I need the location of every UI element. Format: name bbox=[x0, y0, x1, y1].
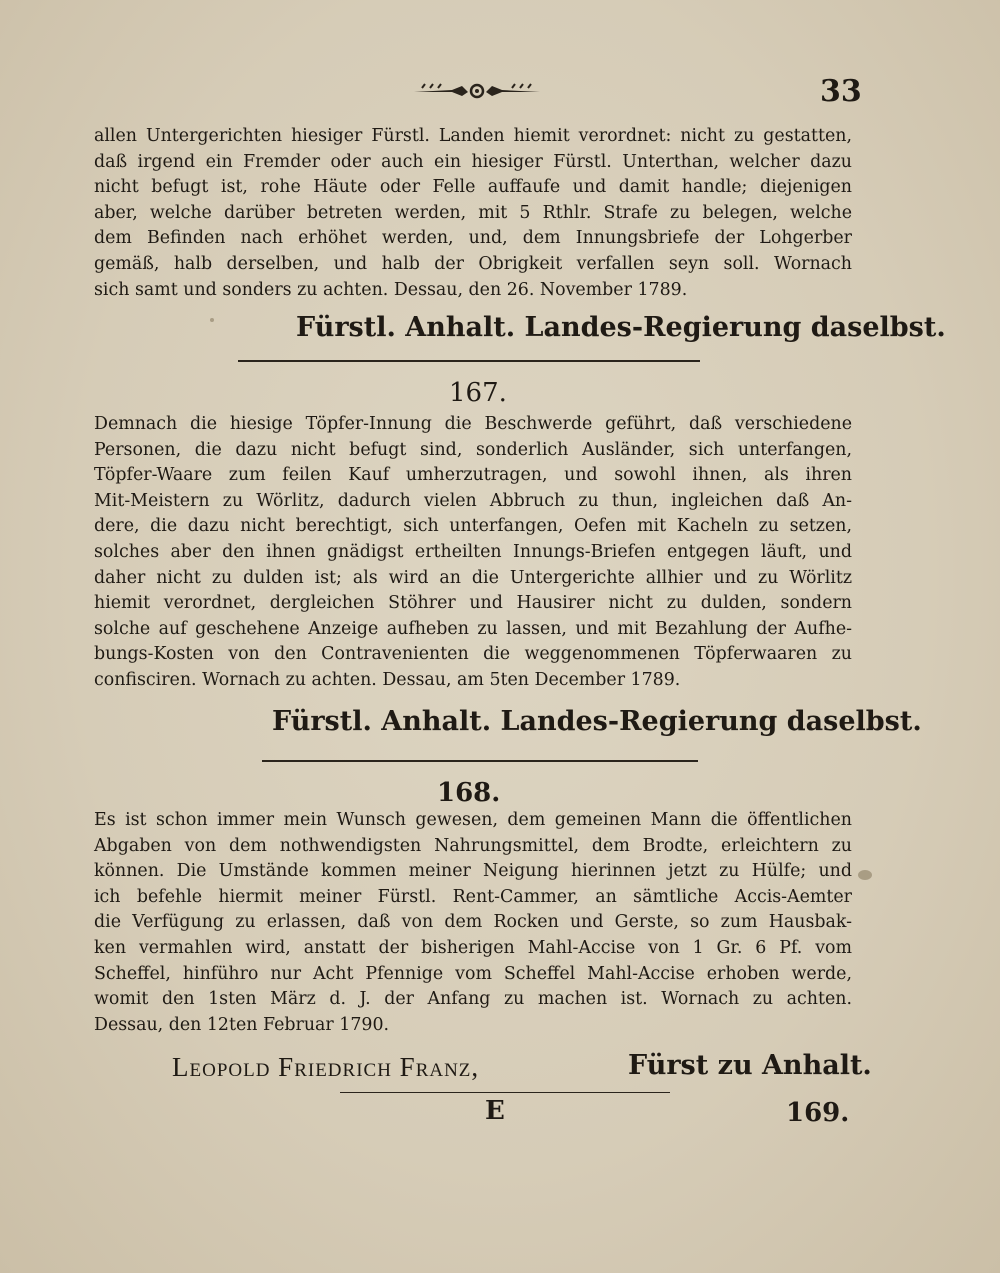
text-line: können. Die Umstände kommen meiner Neigung hierinnen jetzt zu Hülfe; und bbox=[94, 861, 852, 882]
text-line: Demnach die hiesige Töpfer-Innung die Beschwerde geführt, daß verschiedene bbox=[94, 414, 852, 434]
signature-government: Fürstl. Anhalt. Landes-Regierung daselbst. bbox=[296, 312, 946, 343]
text-line: hiemit verordnet, dergleichen Stöhrer und Hausirer nicht zu dulden, sondern bbox=[94, 593, 852, 614]
divider bbox=[340, 1092, 670, 1093]
text-line: ich befehle hiermit meiner Fürstl. Rent-Cammer, an sämtliche Accis-Aemter bbox=[94, 886, 852, 907]
text-line: Mit-Meistern zu Wörlitz, dadurch vielen Abbruch zu thun, ingleichen daß An- bbox=[94, 490, 852, 511]
section-3-text bbox=[94, 808, 852, 1038]
text-line: womit den 1sten März d. J. der Anfang zu machen ist. Wornach zu achten. bbox=[94, 989, 852, 1010]
text-line: allen Untergerichten hiesiger Fürstl. Landen hiemit verordnet: nicht zu gestatten, bbox=[94, 126, 852, 146]
text-line: sich samt und sonders zu achten. Dessau, den 26. November 1789. bbox=[94, 279, 688, 300]
text-line: gemäß, halb derselben, und halb der Obrigkeit verfallen seyn soll. Wornach bbox=[94, 253, 852, 274]
text-line: ken vermahlen wird, anstatt der bisherigen Mahl-Accise von 1 Gr. 6 Pf. vom bbox=[94, 937, 852, 958]
header-ornament bbox=[412, 80, 542, 100]
text-line: die Verfügung zu erlassen, daß von dem Rocken und Gerste, so zum Hausbak- bbox=[94, 912, 852, 933]
text-line: Dessau, den 12ten Februar 1790. bbox=[94, 1014, 390, 1035]
text-line: nicht befugt ist, rohe Häute oder Felle auffaufe und damit handle; diejenigen bbox=[94, 177, 852, 198]
paper-stain bbox=[858, 870, 872, 880]
text-line: confisciren. Wornach zu achten. Dessau, am 5ten December 1789. bbox=[94, 669, 681, 690]
catchword: 169. bbox=[786, 1098, 850, 1128]
signature-government: Fürstl. Anhalt. Landes-Regierung daselbst. bbox=[272, 706, 922, 737]
text-line: Töpfer-Waare zum feilen Kauf umherzutragen, und sowohl ihnen, als ihren bbox=[94, 465, 852, 486]
signature-prince-name: Leopold Friedrich Franz, bbox=[172, 1052, 480, 1082]
text-line: solches aber den ihnen gnädigst ertheilten Innungs-Briefen entgegen läuft, und bbox=[94, 541, 852, 562]
text-line: daher nicht zu dulden ist; als wird an die Untergerichte allhier und zu Wörlitz bbox=[94, 567, 852, 588]
signature-prince-title: Fürst zu Anhalt. bbox=[628, 1050, 872, 1081]
divider bbox=[262, 760, 698, 762]
section-number: 168. bbox=[437, 778, 501, 808]
text-line: solche auf geschehene Anzeige aufheben zu lassen, und mit Bezahlung der Aufhe- bbox=[94, 618, 852, 639]
text-line: aber, welche darüber betreten werden, mit 5 Rthlr. Strafe zu belegen, welche bbox=[94, 202, 852, 223]
text-line: dere, die dazu nicht berechtigt, sich unterfangen, Oefen mit Kacheln zu setzen, bbox=[94, 516, 852, 537]
text-line: dem Befinden nach erhöhet werden, und, dem Innungsbriefe der Lohgerber bbox=[94, 228, 852, 249]
text-line: bungs-Kosten von den Contravenienten die weggenommenen Töpferwaaren zu bbox=[94, 644, 852, 665]
text-line: daß irgend ein Fremder oder auch ein hiesiger Fürstl. Unterthan, welcher dazu bbox=[94, 151, 852, 172]
text-line: Es ist schon immer mein Wunsch gewesen, dem gemeinen Mann die öffentlichen bbox=[94, 810, 852, 830]
section-2-text bbox=[94, 412, 852, 694]
text-line: Scheffel, hinführo nur Acht Pfennige vom Scheffel Mahl-Accise erhoben werde, bbox=[94, 963, 852, 984]
signature-mark: E bbox=[485, 1096, 505, 1126]
section-1-text bbox=[94, 124, 852, 303]
page-number: 33 bbox=[820, 74, 862, 109]
text-line: Personen, die dazu nicht befugt sind, sonderlich Ausländer, sich unterfangen, bbox=[94, 439, 852, 460]
text-line: Abgaben von dem nothwendigsten Nahrungsmittel, dem Brodte, erleichtern zu bbox=[94, 835, 852, 856]
divider bbox=[238, 360, 700, 362]
paper-stain bbox=[210, 318, 214, 322]
section-number: 167. bbox=[449, 378, 507, 408]
